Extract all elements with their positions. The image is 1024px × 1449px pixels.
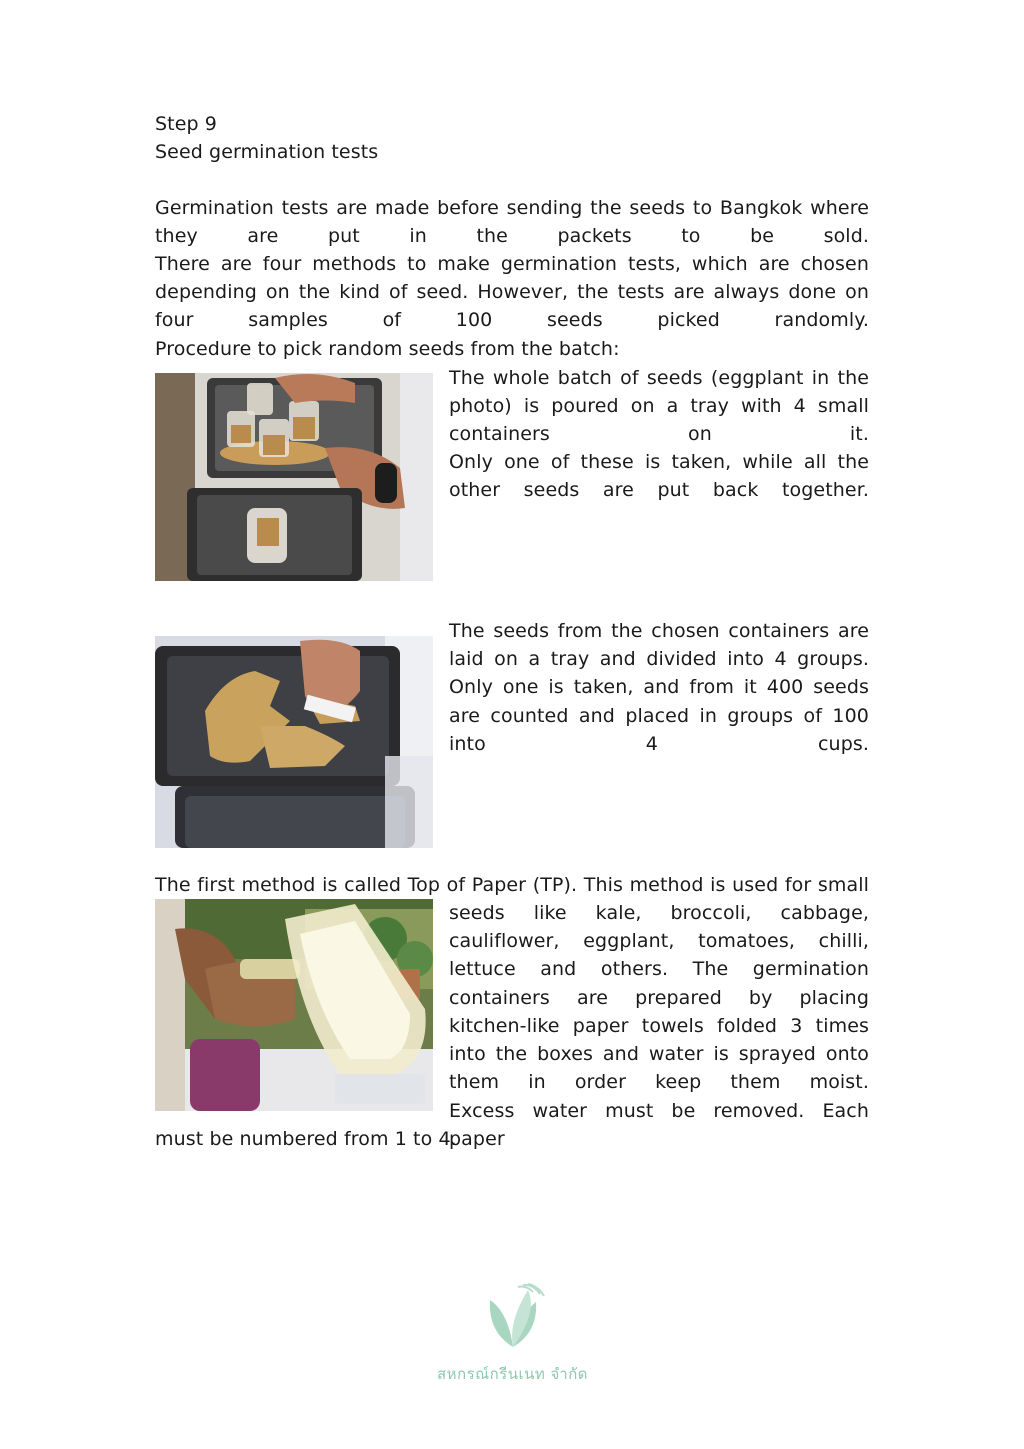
section3-text-3: must be numbered from 1 to 4. (155, 1128, 457, 1150)
intro-paragraph-3: Procedure to pick random seeds from the batch: (155, 338, 620, 360)
step-label: Step 9 (155, 113, 217, 135)
section3-text-2: Excess water must be removed. Each paper (449, 1100, 869, 1151)
section3-text-1: seeds like kale, broccoli, cabbage, cauliflower, eggplant, tomatoes, chilli, lettuce and others. The germination containers are prepared by placing kitchen-like paper towels folded 3 times into the boxes and water is sprayed onto them in order keep them moist. (449, 902, 869, 1094)
section1-text-2: Only one of these is taken, while all the other seeds are put back together. (449, 451, 869, 502)
intro-paragraph-2: There are four methods to make germination tests, which are chosen depending on the kind of seed. However, the tests are always done on four samples of 100 seeds picked randomly. (155, 253, 869, 332)
section2-text-1: The seeds from the chosen containers are laid on a tray and divided into 4 groups. Only one is taken, and from it 400 seeds are counted and placed in groups of 100 into 4 cups. (449, 620, 869, 755)
footer-logo-text: สหกรณ์กรีนเนท จำกัด (436, 1365, 589, 1383)
section3-lead: The first method is called Top of Paper (TP). This method is used for small (155, 874, 869, 896)
intro-paragraph-1: Germination tests are made before sending the seeds to Bangkok where they are put in the packets to be sold. (155, 197, 869, 248)
footer-logo (430, 1282, 595, 1392)
leaf-logo-icon (478, 1282, 548, 1352)
photo-seed-tray-containers (155, 373, 433, 581)
photo-spraying-paper-towels (155, 899, 433, 1111)
section1-text-1: The whole batch of seeds (eggplant in the photo) is poured on a tray with 4 small containers on it. (449, 367, 869, 446)
photo-seed-groups-tray (155, 636, 433, 848)
page-title: Seed germination tests (155, 141, 379, 163)
